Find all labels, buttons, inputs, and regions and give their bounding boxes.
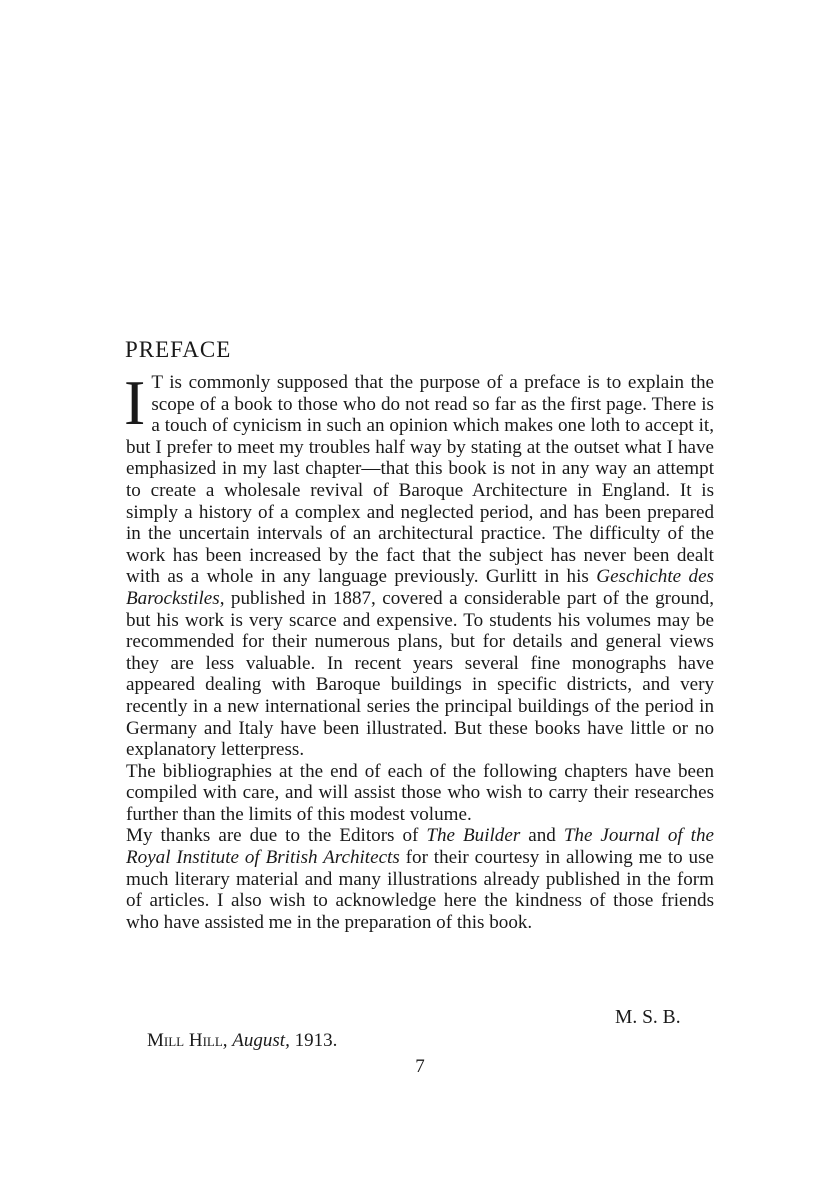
date-month: August, [232,1030,290,1051]
paragraph-2: The bibliographies at the end of each of the following chapters have been compiled with care, and will assist those who wish to carry their researches further than the limits of this modest volume. [126,760,714,825]
drop-cap: I [124,367,146,438]
date-year: 1913. [294,1030,338,1051]
journal-title-builder: The Builder [426,825,521,847]
author-initials: M. S. B. [615,1007,681,1028]
paragraph-1 [124,367,714,761]
paragraph-3 [126,825,714,933]
paragraph-1-text-start: T is commonly supposed that the purpose of a preface is to explain the scope of a book to those who do not read so far as the first page. There is a touch of cynicism in such an opinion which makes one loth to accept it, but I prefer to meet my troubles half way by stating at the outset what I have emphasized in my last chapter—that this book is not in any way an attempt to create a wholesale revival of Baroque Architecture in England. It is simply a history of a complex and neglected period, and has been prepared in the uncertain intervals of an architectural practice. The difficulty of the work has been increased by the fact that the subject has never been dealt with as a whole in any language previously. Gurlitt in his [126,372,714,588]
paragraph-3-and: and [528,825,556,847]
place-name: Mill Hill, [147,1030,228,1051]
paragraph-1-text-end: , published in 1887, covered a considerable part of the ground, but his work is very scarce and expensive. To students his volumes may be recommended for their numerous plans, but for details and general views they are less valuable. In recent years several fine monographs have appeared dealing with Baroque buildings in specific districts, and very recently in a new international series the principal buildings of the period in Germany and Italy have been illustrated. But these books have little or no explanatory letterpress. [126,587,714,761]
journal-title-riba: The Journal of the Royal Institute of British Architects [126,825,714,869]
page-title: PREFACE [125,337,232,362]
paragraph-3-text-start: My thanks are due to the Editors of [126,825,419,847]
page-number: 7 [415,1056,425,1077]
preface-body [124,367,714,933]
paragraph-3-text-end: for their courtesy in allowing me to use much literary material and many illustrations already published in the form of articles. I also wish to acknowledge here the kindness of those friends who have assisted me in the preparation of this book. [126,847,714,933]
dateline [147,1029,337,1053]
book-title-geschichte: Geschichte des Barockstiles [126,566,714,609]
